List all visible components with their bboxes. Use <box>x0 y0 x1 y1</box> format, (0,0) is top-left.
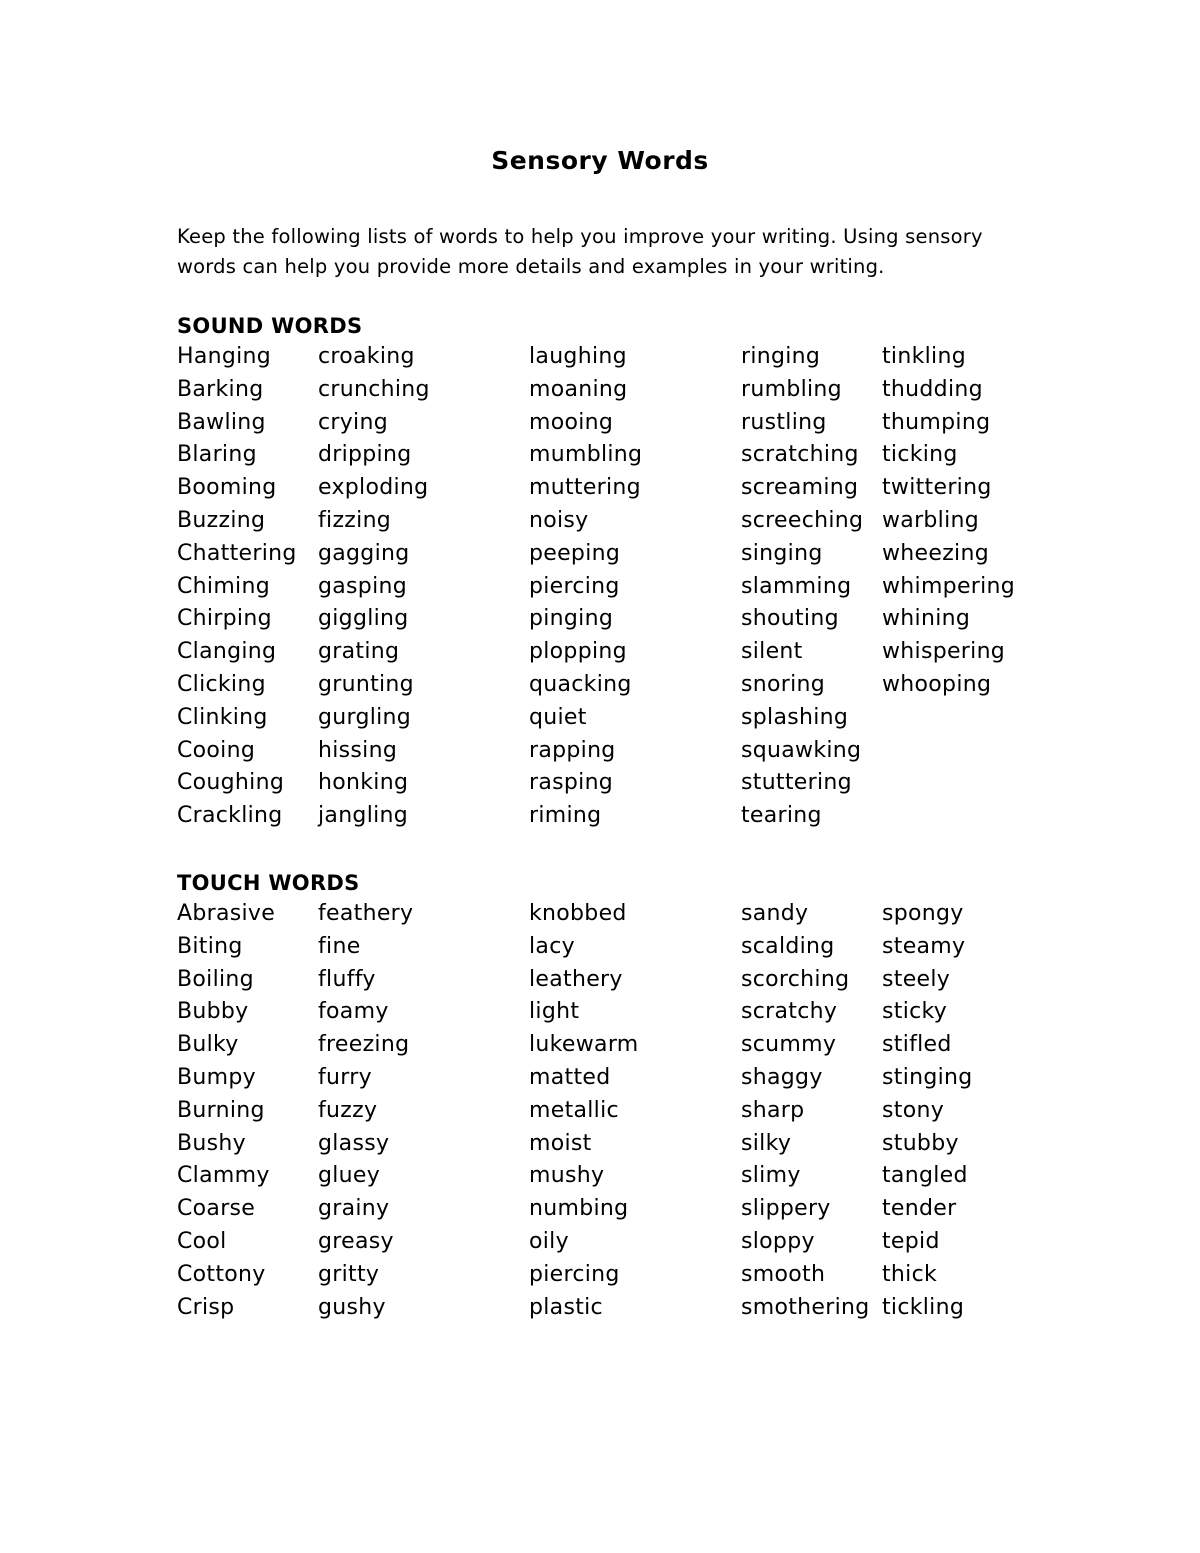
word-item: honking <box>318 770 409 796</box>
word-item: quacking <box>529 671 632 697</box>
word-item: gagging <box>318 540 410 566</box>
word-item: thumping <box>882 409 991 435</box>
word-item: mumbling <box>529 442 643 468</box>
word-item: riming <box>529 803 602 829</box>
word-item: Bumpy <box>177 1064 256 1090</box>
word-item: Cool <box>177 1228 227 1254</box>
word-item: moaning <box>529 376 628 402</box>
word-item: grainy <box>318 1196 390 1222</box>
word-item: stinging <box>882 1064 973 1090</box>
word-item: crunching <box>318 376 430 402</box>
word-item: Bawling <box>177 409 266 435</box>
word-item: Barking <box>177 376 264 402</box>
word-item: rasping <box>529 770 614 796</box>
word-item: steamy <box>882 933 966 959</box>
word-item: shouting <box>741 606 839 632</box>
word-item: ticking <box>882 442 958 468</box>
word-item: Bulky <box>177 1032 239 1058</box>
word-item: squawking <box>741 737 862 763</box>
word-item: Hanging <box>177 344 272 369</box>
word-item: peeping <box>529 540 621 566</box>
word-item: grunting <box>318 671 414 697</box>
word-item: whimpering <box>882 573 1016 599</box>
word-item: scratching <box>741 442 859 468</box>
word-item: piercing <box>529 573 620 599</box>
word-item: scalding <box>741 933 835 959</box>
sound-words-section <box>177 311 1057 829</box>
word-item: Booming <box>177 475 277 501</box>
word-item: Bubby <box>177 999 249 1025</box>
word-item: giggling <box>318 606 409 632</box>
word-item: furry <box>318 1064 372 1090</box>
word-item: Cooing <box>177 737 256 763</box>
sound-words-heading: SOUND WORDS <box>177 314 363 338</box>
word-item: Crisp <box>177 1294 235 1320</box>
word-item: piercing <box>529 1261 620 1287</box>
word-item: hissing <box>318 737 398 763</box>
word-item: dripping <box>318 442 412 468</box>
word-item: gasping <box>318 573 407 599</box>
word-item: sandy <box>741 901 809 926</box>
word-column <box>882 898 973 1324</box>
word-item: glassy <box>318 1130 390 1156</box>
word-item: metallic <box>529 1097 619 1123</box>
word-item: sticky <box>882 999 948 1025</box>
word-item: screaming <box>741 475 859 501</box>
word-item: stuttering <box>741 770 852 796</box>
word-item: lukewarm <box>529 1032 639 1058</box>
word-item: Blaring <box>177 442 257 468</box>
word-item: muttering <box>529 475 641 501</box>
word-item: light <box>529 999 580 1025</box>
word-item: Clammy <box>177 1163 270 1189</box>
word-column <box>529 341 642 833</box>
word-item: oily <box>529 1228 569 1254</box>
word-item: stubby <box>882 1130 959 1156</box>
word-item: gritty <box>318 1261 380 1287</box>
touch-words-section <box>177 868 1057 1320</box>
word-item: rapping <box>529 737 616 763</box>
word-item: sharp <box>741 1097 805 1123</box>
word-item: Buzzing <box>177 507 266 533</box>
word-item: scorching <box>741 966 850 992</box>
word-item: screeching <box>741 507 864 533</box>
page-title: Sensory Words <box>491 146 709 175</box>
word-item: thudding <box>882 376 983 402</box>
word-item: whispering <box>882 639 1006 665</box>
word-item: whooping <box>882 671 992 697</box>
word-item: silky <box>741 1130 792 1156</box>
word-item: crying <box>318 409 388 435</box>
word-item: snoring <box>741 671 826 697</box>
word-item: grating <box>318 639 400 665</box>
word-item: silent <box>741 639 803 665</box>
word-column <box>318 341 430 833</box>
word-item: rustling <box>741 409 827 435</box>
word-item: mushy <box>529 1163 605 1189</box>
word-item: shaggy <box>741 1064 823 1090</box>
word-item: exploding <box>318 475 429 501</box>
word-item: Chiming <box>177 573 270 599</box>
word-item: Cottony <box>177 1261 266 1287</box>
word-item: plastic <box>529 1294 603 1320</box>
word-item: pinging <box>529 606 614 632</box>
word-item: Crackling <box>177 803 283 829</box>
word-column <box>741 341 863 833</box>
word-column <box>741 898 870 1324</box>
word-item: numbing <box>529 1196 629 1222</box>
word-item: steely <box>882 966 951 992</box>
word-item: slamming <box>741 573 852 599</box>
word-item: leathery <box>529 966 623 992</box>
word-item: warbling <box>882 507 980 533</box>
word-item: moist <box>529 1130 592 1156</box>
word-item: Boiling <box>177 966 254 992</box>
intro-paragraph: Keep the following lists of words to help you improve your writing. Using sensory words can help you provide more details and examples in your writing. <box>177 225 983 278</box>
word-column <box>318 898 413 1324</box>
word-item: tender <box>882 1196 957 1222</box>
word-item: rumbling <box>741 376 842 402</box>
word-item: tickling <box>882 1294 965 1320</box>
word-column <box>177 898 275 1324</box>
word-item: fuzzy <box>318 1097 378 1123</box>
word-item: jangling <box>318 803 409 829</box>
word-item: feathery <box>318 901 414 926</box>
word-item: thick <box>882 1261 938 1287</box>
word-item: Biting <box>177 933 243 959</box>
word-item: Clinking <box>177 704 268 730</box>
word-item: croaking <box>318 344 415 369</box>
word-item: matted <box>529 1064 611 1090</box>
word-item: smooth <box>741 1261 826 1287</box>
word-item: Chattering <box>177 540 297 566</box>
word-item: Clicking <box>177 671 266 697</box>
touch-words-heading: TOUCH WORDS <box>177 871 360 895</box>
word-item: mooing <box>529 409 614 435</box>
word-item: lacy <box>529 933 575 959</box>
word-item: smothering <box>741 1294 870 1320</box>
word-item: scratchy <box>741 999 838 1025</box>
word-item: fizzing <box>318 507 392 533</box>
word-item: splashing <box>741 704 849 730</box>
word-item: tearing <box>741 803 822 829</box>
word-item: singing <box>741 540 823 566</box>
word-item: tangled <box>882 1163 968 1189</box>
word-item: slimy <box>741 1163 801 1189</box>
word-item: scummy <box>741 1032 837 1058</box>
word-item: greasy <box>318 1228 394 1254</box>
word-item: Clanging <box>177 639 277 665</box>
word-column <box>529 898 639 1324</box>
word-item: plopping <box>529 639 627 665</box>
word-item: quiet <box>529 704 587 730</box>
word-item: fine <box>318 933 361 959</box>
word-item: tinkling <box>882 344 966 369</box>
word-item: spongy <box>882 901 964 926</box>
word-item: laughing <box>529 344 627 369</box>
word-column <box>882 341 1015 702</box>
word-item: whining <box>882 606 971 632</box>
word-item: Chirping <box>177 606 272 632</box>
word-item: Coughing <box>177 770 285 796</box>
word-item: tepid <box>882 1228 940 1254</box>
word-item: Burning <box>177 1097 265 1123</box>
word-item: sloppy <box>741 1228 815 1254</box>
word-item: stony <box>882 1097 945 1123</box>
word-item: fluffy <box>318 966 376 992</box>
word-column <box>177 341 297 833</box>
word-item: freezing <box>318 1032 410 1058</box>
word-item: knobbed <box>529 901 627 926</box>
word-item: gushy <box>318 1294 386 1320</box>
word-item: stifled <box>882 1032 952 1058</box>
word-item: slippery <box>741 1196 831 1222</box>
word-item: gurgling <box>318 704 412 730</box>
word-item: wheezing <box>882 540 989 566</box>
word-item: gluey <box>318 1163 381 1189</box>
word-item: twittering <box>882 475 992 501</box>
word-item: Bushy <box>177 1130 246 1156</box>
word-item: foamy <box>318 999 389 1025</box>
word-item: Abrasive <box>177 901 276 926</box>
word-item: noisy <box>529 507 589 533</box>
word-item: ringing <box>741 344 821 369</box>
word-item: Coarse <box>177 1196 256 1222</box>
